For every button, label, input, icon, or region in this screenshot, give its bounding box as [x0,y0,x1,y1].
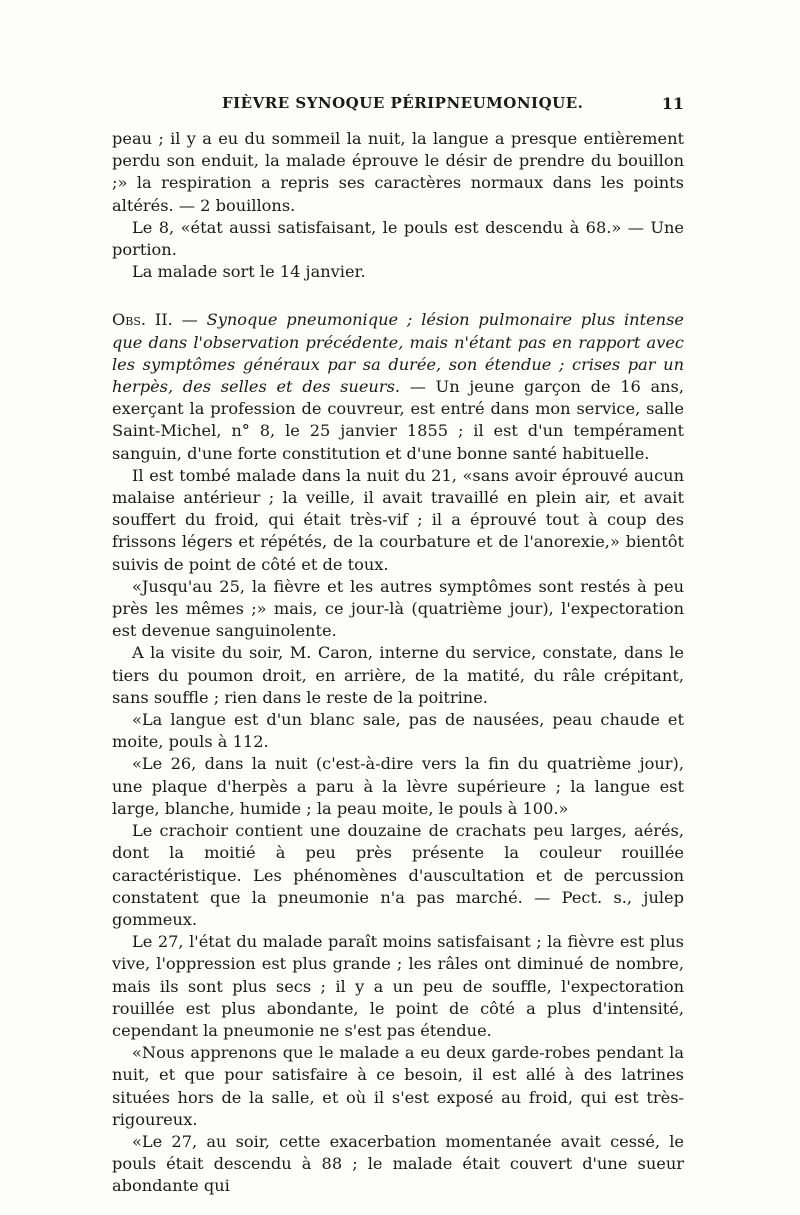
observation-label: Obs. II. — [112,310,198,330]
paragraph: Il est tombé malade dans la nuit du 21, «sans avoir éprouvé aucun malaise antérieur ; la veille, il avait travaillé en plein air, et avait souffert du froid, qui était très-vif ; il a éprouvé tout à coup des frissons légers et répétés, de la courbature et de l'anorexie,» bientôt suivis de point de côté et de toux. [112,465,684,574]
body-text [112,128,684,1198]
paragraph: «Le 27, au soir, cette exacerbation momentanée avait cessé, le pouls était descendu à 88 ; le malade était couvert d'une sueur abondante qui [112,1131,684,1196]
observation-summary: Synoque pneumonique ; lésion pulmonaire plus intense que dans l'observation précédente, mais n'étant pas en rapport avec les symptômes généraux par sa durée, son étendue ; crises par un herpès, des selles et des sueurs. [112,310,684,397]
running-head [112,94,684,122]
paragraph: Le 27, l'état du malade paraît moins satisfaisant ; la fièvre est plus vive, l'oppression est plus grande ; les râles ont diminué de nombre, mais ils sont plus secs ; il y a un peu de souffle, l'expectoration rouillée est plus abondante, le point de côté a plus d'intensité, cependant la pneumonie ne s'est pas étendue. [112,932,684,1040]
paragraph: Le 8, «état aussi satisfaisant, le pouls est descendu à 68.» — Une portion. [112,217,684,260]
running-title: FIÈVRE SYNOQUE PÉRIPNEUMONIQUE. [222,94,584,112]
paragraph: A la visite du soir, M. Caron, interne du service, constate, dans le tiers du poumon droit, en arrière, de la matité, du râle crépitant, sans souffle ; rien dans le reste de la poitrine. [112,643,684,707]
paragraph: «Jusqu'au 25, la fièvre et les autres symptômes sont restés à peu près les mêmes ;» mais, ce jour-là (quatrième jour), l'expectoration est devenue sanguinolente. [112,576,684,641]
observation-paragraph [112,309,684,464]
paragraph: «Le 26, dans la nuit (c'est-à-dire vers la fin du quatrième jour), une plaque d'herpès a paru à la lèvre supérieure ; la langue est large, blanche, humide ; la peau moite, le pouls à 100.» [112,754,684,818]
paragraph: «La langue est d'un blanc sale, pas de nausées, peau chaude et moite, pouls à 112. [112,710,684,752]
paragraph: Le crachoir contient une douzaine de crachats peu larges, aérés, dont la moitié à peu près présente la couleur rouillée caractéristique. Les phénomènes d'auscultation et de percussion constatent que la pneumonie n'a pas marché. — Pect. s., julep gommeux. [112,821,684,929]
paragraph: La malade sort le 14 janvier. [132,262,366,282]
page-number: 11 [661,94,684,113]
paragraph: peau ; il y a eu du sommeil la nuit, la langue a presque entièrement perdu son enduit, la malade éprouve le désir de prendre du bouillon ;» la respiration a repris ses caractères normaux dans les points altérés. — 2 bouillons. [112,129,684,215]
observation-text: — Un jeune garçon de 16 ans, exerçant la profession de couvreur, est entré dans mon service, salle Saint-Michel, n° 8, le 25 janvier 1855 ; il est d'un tempérament sanguin, d'une forte constitution et d'une bonne santé habituelle. [112,377,684,463]
paragraph: «Nous apprenons que le malade a eu deux garde-robes pendant la nuit, et que pour satisfaire à ce besoin, il est allé à des latrines situées hors de la salle, et où il s'est exposé au froid, qui est très-rigoureux. [112,1043,684,1129]
